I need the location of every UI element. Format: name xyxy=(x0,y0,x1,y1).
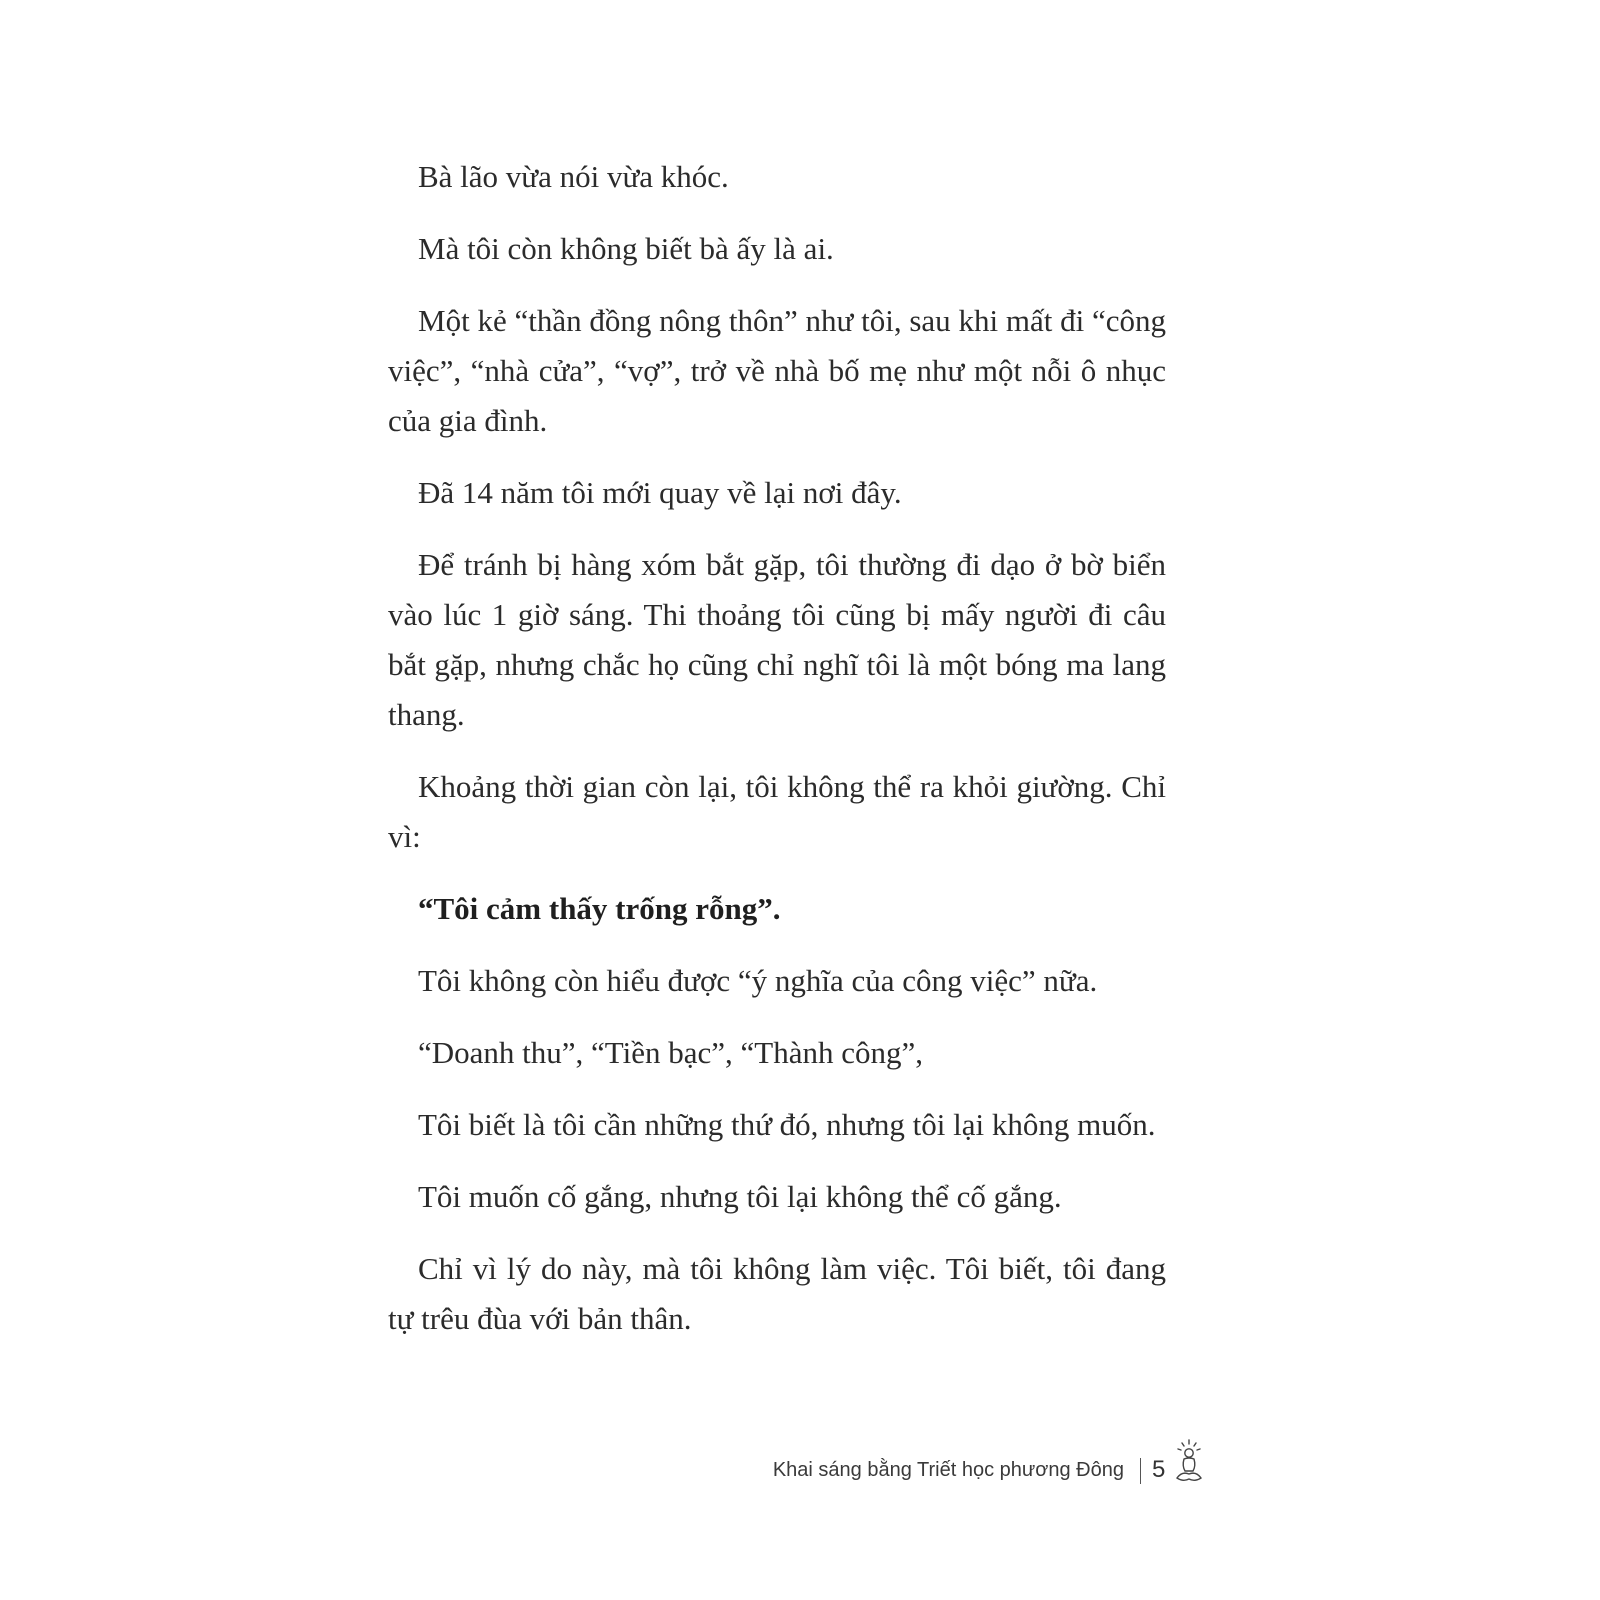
paragraph: Chỉ vì lý do này, mà tôi không làm việc. Tôi biết, tôi đang tự trêu đùa với bản thân. xyxy=(388,1251,1166,1336)
paragraph: Đã 14 năm tôi mới quay về lại nơi đây. xyxy=(418,475,902,510)
paragraph: Tôi muốn cố gắng, nhưng tôi lại không thể cố gắng. xyxy=(418,1179,1062,1214)
emphasis-paragraph: “Tôi cảm thấy trống rỗng”. xyxy=(418,891,781,926)
page-number: 5 xyxy=(1152,1456,1166,1483)
paragraph: “Doanh thu”, “Tiền bạc”, “Thành công”, xyxy=(418,1035,924,1070)
paragraph: Một kẻ “thần đồng nông thôn” như tôi, sau khi mất đi “công việc”, “nhà cửa”, “vợ”, trở về nhà bố mẹ như một nỗi ô nhục của gia đình. xyxy=(388,303,1166,438)
running-title: Khai sáng bằng Triết học phương Đông xyxy=(772,1459,1124,1481)
paragraph: Tôi không còn hiểu được “ý nghĩa của công việc” nữa. xyxy=(418,963,1098,998)
footer-divider xyxy=(1140,1458,1141,1484)
paragraph: Để tránh bị hàng xóm bắt gặp, tôi thường đi dạo ở bờ biển vào lúc 1 giờ sáng. Thi thoảng tôi cũng bị mấy người đi câu bắt gặp, nhưng chắc họ cũng chỉ nghĩ tôi là một bóng ma lang thang. xyxy=(388,547,1166,732)
page-footer xyxy=(700,1438,1220,1494)
body-text xyxy=(388,152,1166,1366)
paragraph: Tôi biết là tôi cần những thứ đó, nhưng tôi lại không muốn. xyxy=(418,1107,1156,1142)
paragraph: Khoảng thời gian còn lại, tôi không thể ra khỏi giường. Chỉ vì: xyxy=(388,769,1166,854)
meditating-figure-icon xyxy=(1174,1438,1204,1486)
paragraph: Bà lão vừa nói vừa khóc. xyxy=(418,159,729,194)
paragraph: Mà tôi còn không biết bà ấy là ai. xyxy=(418,231,834,266)
